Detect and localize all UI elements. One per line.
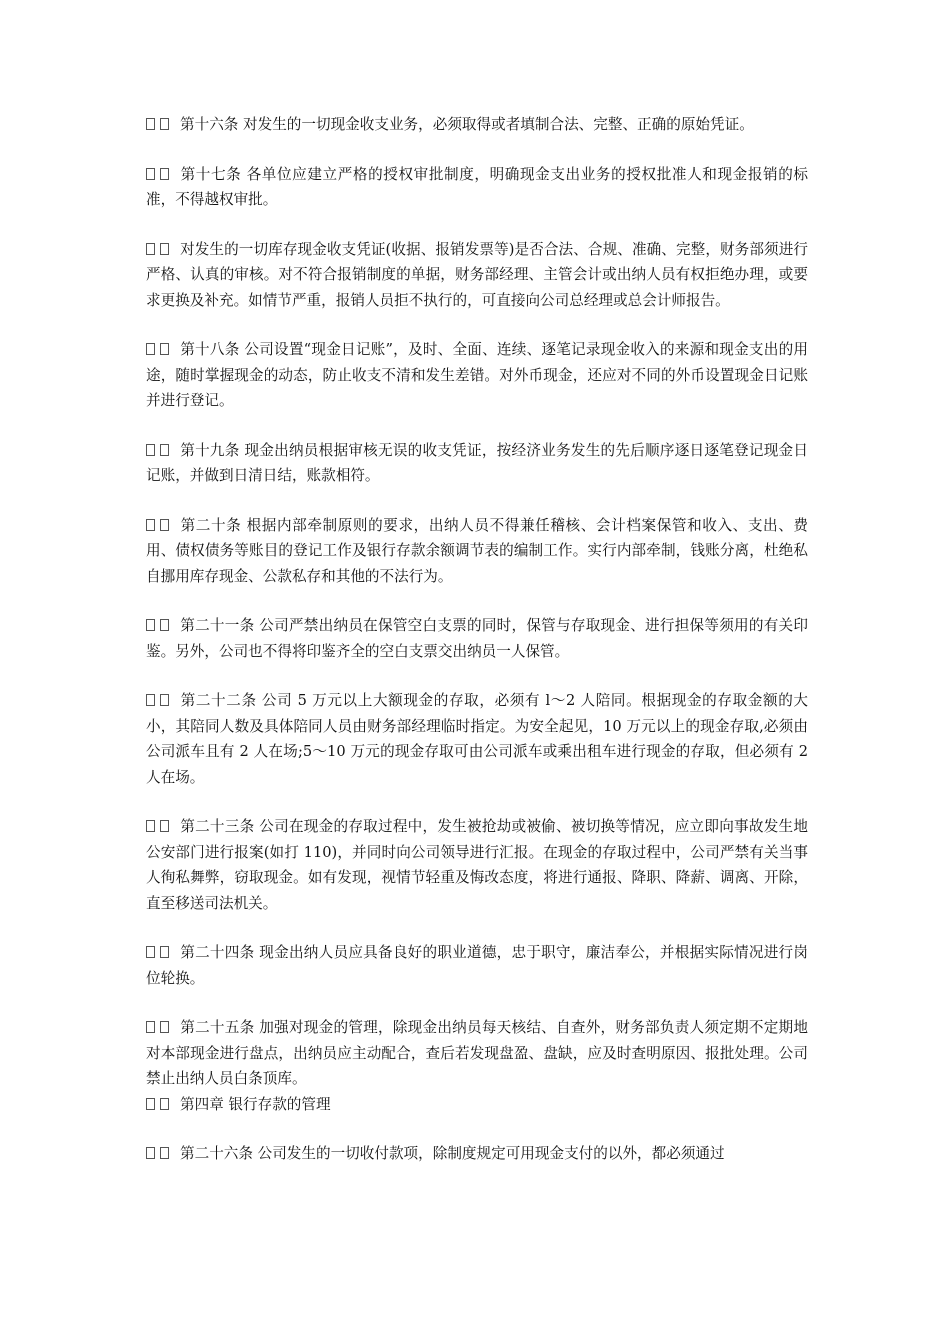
missing-glyph-icon: [146, 946, 155, 958]
paragraph-article-20: [146, 513, 808, 590]
placeholder-glyphs: [146, 237, 174, 263]
missing-glyph-icon: [160, 694, 169, 706]
paragraph-article-25: [146, 1015, 808, 1092]
missing-glyph-icon: [146, 619, 155, 631]
paragraph-article-19: [146, 438, 808, 489]
paragraph-text: 第十六条 对发生的一切现金收支业务，必须取得或者填制合法、完整、正确的原始凭证。: [180, 116, 754, 133]
missing-glyph-icon: [146, 1098, 155, 1110]
paragraph-text: 第二十三条 公司在现金的存取过程中，发生被抢劫或被偷、被切换等情况，应立即向事故发生地公安部门进行报案(如打 110)，并同时向公司领导进行汇报。在现金的存取过程中，公司严禁有关当事人徇私舞弊，窃取现金。如有发现，视情节轻重及悔改态度，将进行通报、降职、降薪、调离、开除，直至移送司法机关。: [146, 818, 808, 912]
missing-glyph-icon: [160, 619, 169, 631]
chapter-heading: [146, 1092, 808, 1118]
paragraph-article-21: [146, 613, 808, 664]
placeholder-glyphs: [146, 513, 174, 539]
missing-glyph-icon: [146, 243, 155, 255]
chapter-heading-text: 第四章 银行存款的管理: [180, 1095, 331, 1113]
placeholder-glyphs: [146, 688, 174, 714]
paragraph-text: 第二十二条 公司 5 万元以上大额现金的存取，必须有 l～2 人陪同。根据现金的存取金额的大小，其陪同人数及具体陪同人员由财务部经理临时指定。为安全起见，10 万元以上的现金存取,必须由公司派车且有 2 人在场;5～10 万元的现金存取可由公司派车或乘出租车进行现金的存取，但必须有 2 人在场。: [146, 692, 808, 786]
missing-glyph-icon: [146, 444, 155, 456]
paragraph-voucher-review: [146, 237, 808, 314]
paragraph-text: 第十八条 公司设置“现金日记账”，及时、全面、连续、逐笔记录现金收入的来源和现金支出的用途，随时掌握现金的动态，防止收支不清和发生差错。对外币现金，还应对不同的外币设置现金日记账并进行登记。: [146, 341, 808, 409]
missing-glyph-icon: [160, 1021, 169, 1033]
missing-glyph-icon: [146, 118, 155, 130]
paragraph-text: 第二十六条 公司发生的一切收付款项，除制度规定可用现金支付的以外，都必须通过: [180, 1145, 725, 1162]
paragraph-text: 第二十一条 公司严禁出纳员在保管空白支票的同时，保管与存取现金、进行担保等须用的有关印鉴。另外，公司也不得将印鉴齐全的空白支票交出纳员一人保管。: [146, 617, 808, 660]
document-page: [146, 112, 808, 1191]
paragraph-text: 第二十五条 加强对现金的管理，除现金出纳员每天核结、自查外，财务部负责人须定期不定期地对本部现金进行盘点，出纳员应主动配合，查后若发现盘盈、盘缺，应及时查明原因、报批处理。公司禁止出纳人员白条顶库。: [146, 1019, 808, 1087]
placeholder-glyphs: [146, 438, 174, 464]
placeholder-glyphs: [146, 112, 174, 138]
placeholder-glyphs: [146, 1015, 174, 1041]
missing-glyph-icon: [160, 946, 169, 958]
missing-glyph-icon: [146, 343, 155, 355]
paragraph-article-26: [146, 1141, 808, 1167]
missing-glyph-icon: [146, 820, 155, 832]
paragraph-text: 第十九条 现金出纳员根据审核无误的收支凭证，按经济业务发生的先后顺序逐日逐笔登记现金日记账，并做到日清日结，账款相符。: [146, 441, 808, 484]
paragraph-article-24: [146, 940, 808, 991]
missing-glyph-icon: [160, 1147, 169, 1159]
paragraph-article-17: [146, 162, 808, 213]
placeholder-glyphs: [146, 337, 174, 363]
placeholder-glyphs: [146, 613, 174, 639]
placeholder-glyphs: [146, 814, 174, 840]
missing-glyph-icon: [146, 519, 155, 531]
missing-glyph-icon: [160, 243, 169, 255]
placeholder-glyphs: [146, 162, 174, 188]
placeholder-glyphs: [146, 1092, 174, 1118]
missing-glyph-icon: [160, 444, 169, 456]
missing-glyph-icon: [160, 1098, 169, 1110]
missing-glyph-icon: [160, 820, 169, 832]
placeholder-glyphs: [146, 1141, 174, 1167]
paragraph-text: 第二十条 根据内部牵制原则的要求，出纳人员不得兼任稽核、会计档案保管和收入、支出、费用、债权债务等账目的登记工作及银行存款余额调节表的编制工作。实行内部牵制，钱账分离，杜绝私自挪用库存现金、公款私存和其他的不法行为。: [146, 516, 808, 585]
missing-glyph-icon: [146, 168, 155, 180]
paragraph-text: 第二十四条 现金出纳人员应具备良好的职业道德，忠于职守，廉洁奉公，并根据实际情况进行岗位轮换。: [146, 944, 808, 987]
paragraph-article-22: [146, 688, 808, 790]
paragraph-article-18: [146, 337, 808, 414]
missing-glyph-icon: [146, 694, 155, 706]
paragraph-article-16: [146, 112, 808, 138]
paragraph-article-23: [146, 814, 808, 916]
missing-glyph-icon: [160, 343, 169, 355]
missing-glyph-icon: [146, 1147, 155, 1159]
missing-glyph-icon: [160, 118, 169, 130]
placeholder-glyphs: [146, 940, 174, 966]
missing-glyph-icon: [160, 519, 169, 531]
missing-glyph-icon: [146, 1021, 155, 1033]
paragraph-text: 对发生的一切库存现金收支凭证(收据、报销发票等)是否合法、合规、准确、完整，财务部须进行严格、认真的审核。对不符合报销制度的单据，财务部经理、主管会计或出纳人员有权拒绝办理，或要求更换及补充。如情节严重，报销人员拒不执行的，可直接向公司总经理或总会计师报告。: [146, 240, 808, 309]
missing-glyph-icon: [160, 168, 169, 180]
paragraph-text: 第十七条 各单位应建立严格的授权审批制度，明确现金支出业务的授权批准人和现金报销的标准，不得越权审批。: [146, 165, 808, 208]
